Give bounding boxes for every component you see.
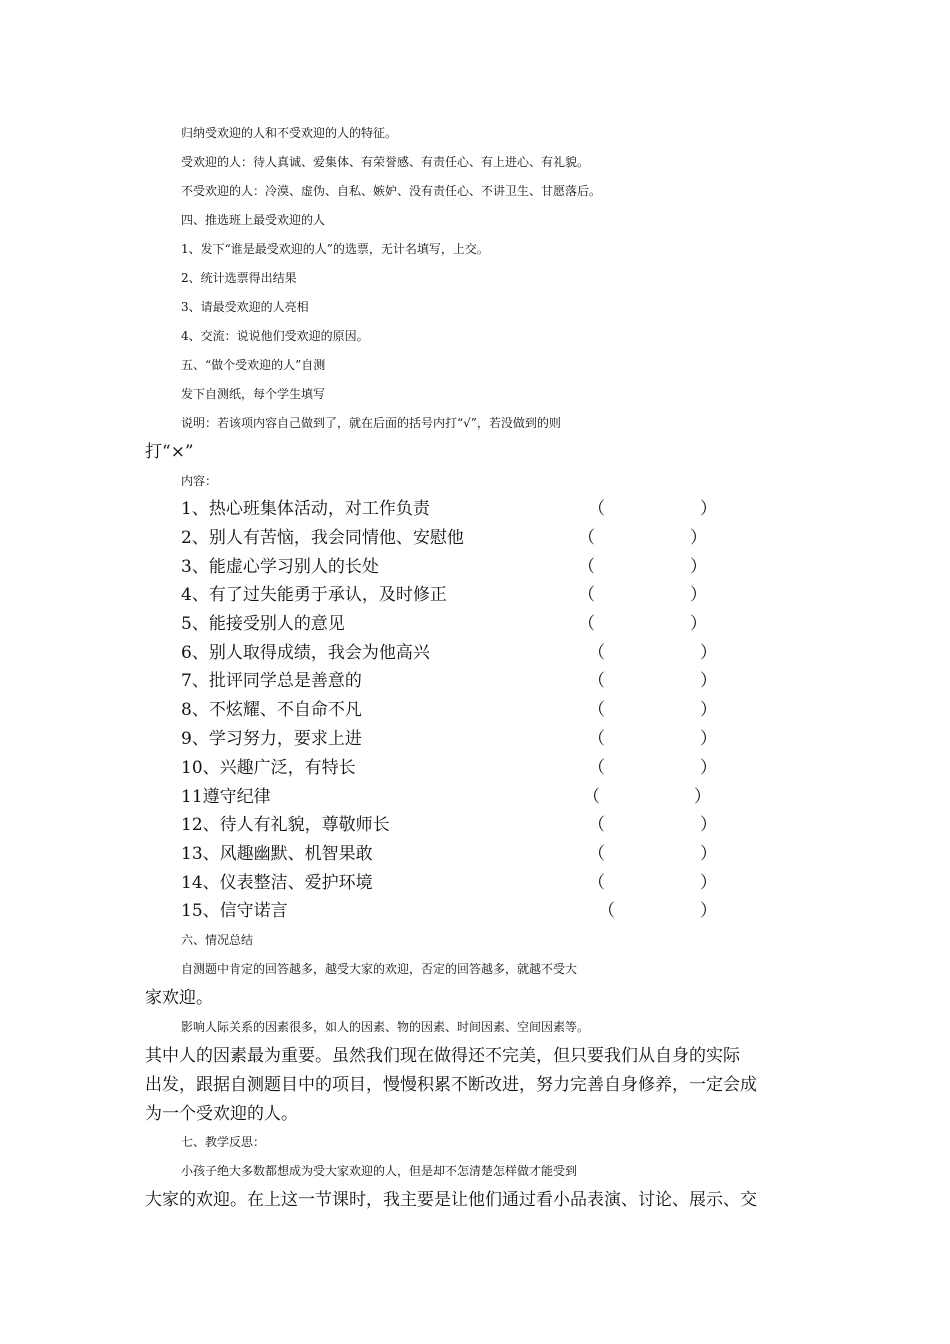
section-5-heading: 五、“做个受欢迎的人”自测 bbox=[181, 358, 326, 372]
checklist-item-1: 1、热心班集体活动，对工作负责 bbox=[181, 499, 430, 519]
content-label: 内容： bbox=[181, 474, 218, 488]
open-paren: （ bbox=[588, 815, 605, 835]
checklist-item-4: 4、有了过失能勇于承认，及时修正 bbox=[181, 585, 447, 605]
checklist-item-3: 3、能虚心学习别人的长处 bbox=[181, 557, 379, 577]
open-paren: （ bbox=[578, 614, 595, 634]
close-paren: ） bbox=[700, 873, 717, 893]
step-2: 2、统计选票得出结果 bbox=[181, 271, 297, 285]
step-3: 3、请最受欢迎的人亮相 bbox=[181, 300, 309, 314]
close-paren: ） bbox=[690, 614, 707, 634]
open-paren: （ bbox=[588, 643, 605, 663]
unpopular-traits: 不受欢迎的人：冷漠、虚伪、自私、嫉妒、没有责任心、不讲卫生、甘愿落后。 bbox=[181, 184, 602, 198]
checklist-item-9: 9、学习努力，要求上进 bbox=[181, 729, 362, 749]
close-paren: ） bbox=[694, 787, 711, 807]
close-paren: ） bbox=[700, 844, 717, 864]
close-paren: ） bbox=[700, 758, 717, 778]
open-paren: （ bbox=[583, 787, 600, 807]
reflection-line-1: 小孩子绝大多数都想成为受大家欢迎的人，但是却不怎清楚怎样做才能受到 bbox=[181, 1164, 578, 1178]
reflection-line-2: 大家的欢迎。在上这一节课时，我主要是让他们通过看小品表演、讨论、展示、交 bbox=[145, 1190, 757, 1210]
checklist-item-10: 10、兴趣广泛，有特长 bbox=[181, 758, 356, 778]
summary-para-2-line-4: 为一个受欢迎的人。 bbox=[145, 1104, 298, 1124]
checklist-item-2: 2、别人有苦恼，我会同情他、安慰他 bbox=[181, 528, 464, 548]
summary-para-1-line-2: 家欢迎。 bbox=[145, 988, 213, 1008]
summary-para-1-line-1: 自测题中肯定的回答越多，越受大家的欢迎，否定的回答越多，就越不受大 bbox=[181, 962, 578, 976]
instruction-line: 发下自测纸，每个学生填写 bbox=[181, 387, 326, 401]
close-paren: ） bbox=[700, 815, 717, 835]
close-paren: ） bbox=[700, 729, 717, 749]
close-paren: ） bbox=[700, 700, 717, 720]
note-line-2: 打“×” bbox=[145, 442, 194, 462]
open-paren: （ bbox=[588, 499, 605, 519]
open-paren: （ bbox=[588, 700, 605, 720]
open-paren: （ bbox=[578, 585, 595, 605]
summary-para-2-line-2: 其中人的因素最为重要。虽然我们现在做得还不完美，但只要我们从自身的实际 bbox=[145, 1046, 740, 1066]
step-4: 4、交流：说说他们受欢迎的原因。 bbox=[181, 329, 369, 343]
summary-para-2-line-3: 出发，跟据自测题目中的项目，慢慢积累不断改进，努力完善自身修养，一定会成 bbox=[145, 1075, 757, 1095]
checklist-item-13: 13、风趣幽默、机智果敢 bbox=[181, 844, 373, 864]
close-paren: ） bbox=[690, 528, 707, 548]
checklist-item-14: 14、仪表整洁、爱护环境 bbox=[181, 873, 373, 893]
section-7-heading: 七、教学反思： bbox=[181, 1135, 266, 1149]
checklist-item-5: 5、能接受别人的意见 bbox=[181, 614, 345, 634]
open-paren: （ bbox=[588, 671, 605, 691]
summary-line: 归纳受欢迎的人和不受欢迎的人的特征。 bbox=[181, 126, 398, 140]
open-paren: （ bbox=[578, 528, 595, 548]
close-paren: ） bbox=[700, 643, 717, 663]
close-paren: ） bbox=[700, 499, 717, 519]
close-paren: ） bbox=[700, 901, 717, 921]
popular-traits: 受欢迎的人：待人真诚、爱集体、有荣誉感、有责任心、有上进心、有礼貌。 bbox=[181, 155, 590, 169]
open-paren: （ bbox=[578, 557, 595, 577]
open-paren: （ bbox=[588, 844, 605, 864]
checklist-item-7: 7、批评同学总是善意的 bbox=[181, 671, 362, 691]
close-paren: ） bbox=[700, 671, 717, 691]
checklist-item-8: 8、不炫耀、不自命不凡 bbox=[181, 700, 362, 720]
checklist-item-15: 15、信守诺言 bbox=[181, 901, 288, 921]
open-paren: （ bbox=[588, 873, 605, 893]
step-1: 1、发下“谁是最受欢迎的人”的选票，无计名填写，上交。 bbox=[181, 242, 489, 256]
note-line-1: 说明：若该项内容自己做到了，就在后面的括号内打“√”，若没做到的则 bbox=[181, 416, 561, 430]
checklist-item-6: 6、别人取得成绩，我会为他高兴 bbox=[181, 643, 430, 663]
close-paren: ） bbox=[690, 585, 707, 605]
summary-para-2-line-1: 影响人际关系的因素很多，如人的因素、物的因素、时间因素、空间因素等。 bbox=[181, 1020, 590, 1034]
section-4-heading: 四、推选班上最受欢迎的人 bbox=[181, 213, 326, 227]
section-6-heading: 六、情况总结 bbox=[181, 933, 254, 947]
close-paren: ） bbox=[690, 557, 707, 577]
open-paren: （ bbox=[588, 729, 605, 749]
open-paren: （ bbox=[598, 901, 615, 921]
checklist-item-11: 11遵守纪律 bbox=[181, 787, 271, 807]
checklist-item-12: 12、待人有礼貌，尊敬师长 bbox=[181, 815, 390, 835]
open-paren: （ bbox=[588, 758, 605, 778]
